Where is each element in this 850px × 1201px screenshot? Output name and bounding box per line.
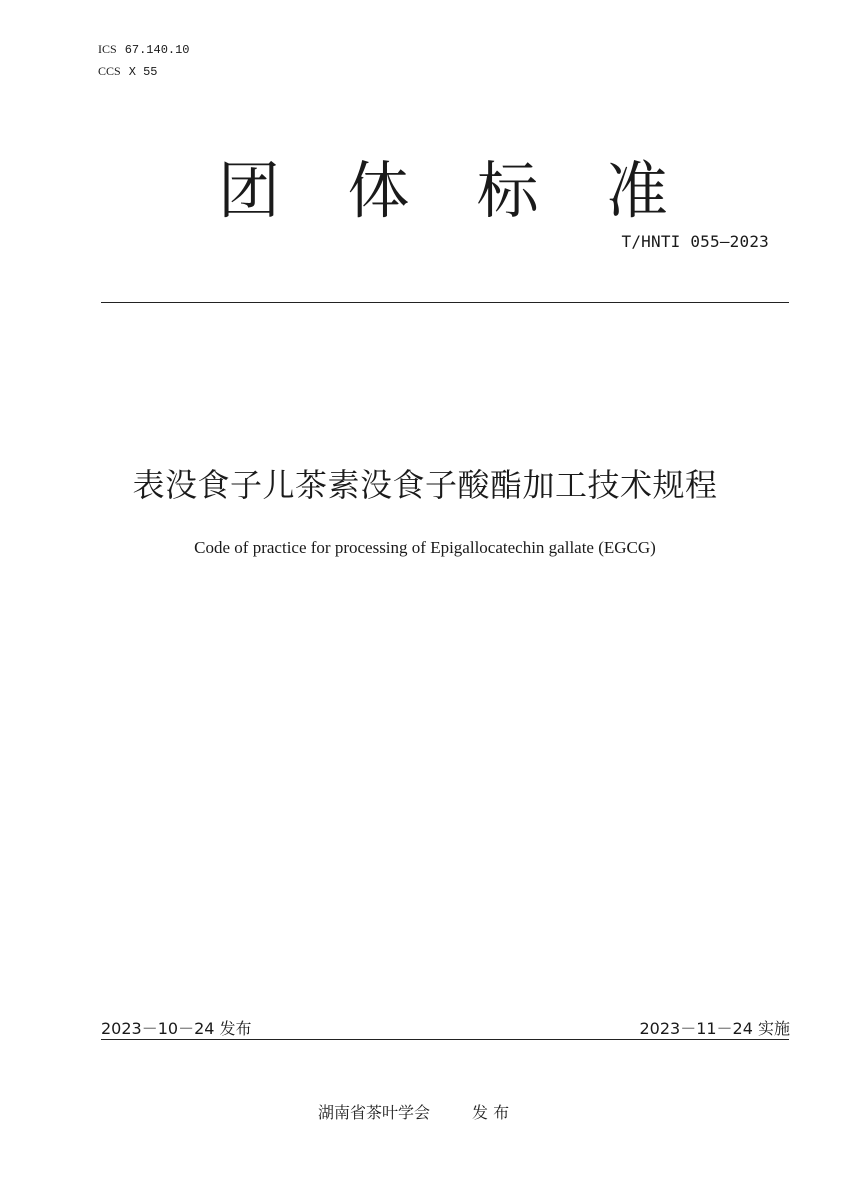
standard-type-title — [218, 146, 668, 236]
title-char: 体 — [347, 154, 410, 227]
publish-action: 发 布 — [472, 1103, 510, 1122]
document-title-chinese: 表没食子儿茶素没食子酸酯加工技术规程 — [132, 466, 718, 504]
ics-line — [98, 42, 190, 57]
ics-label: ICS — [98, 42, 117, 56]
title-char: 团 — [218, 154, 281, 227]
ics-value: 67.140.10 — [124, 43, 190, 57]
implement-date: 2023－11－24 实施 — [639, 1019, 790, 1038]
bottom-divider — [101, 1039, 789, 1040]
standard-number: T/HNTI 055—2023 — [621, 232, 769, 251]
title-char: 准 — [605, 154, 668, 227]
publisher-line — [318, 1100, 509, 1123]
ccs-line — [98, 64, 158, 79]
ccs-value: X 55 — [128, 65, 158, 79]
ccs-label: CCS — [98, 64, 121, 78]
title-char: 标 — [476, 154, 539, 227]
publish-date: 2023－10－24 发布 — [101, 1019, 252, 1038]
publisher-name: 湖南省茶叶学会 — [318, 1103, 431, 1122]
top-divider — [101, 302, 789, 303]
document-title-english: Code of practice for processing of Epigallocatechin gallate (EGCG) — [194, 538, 656, 557]
